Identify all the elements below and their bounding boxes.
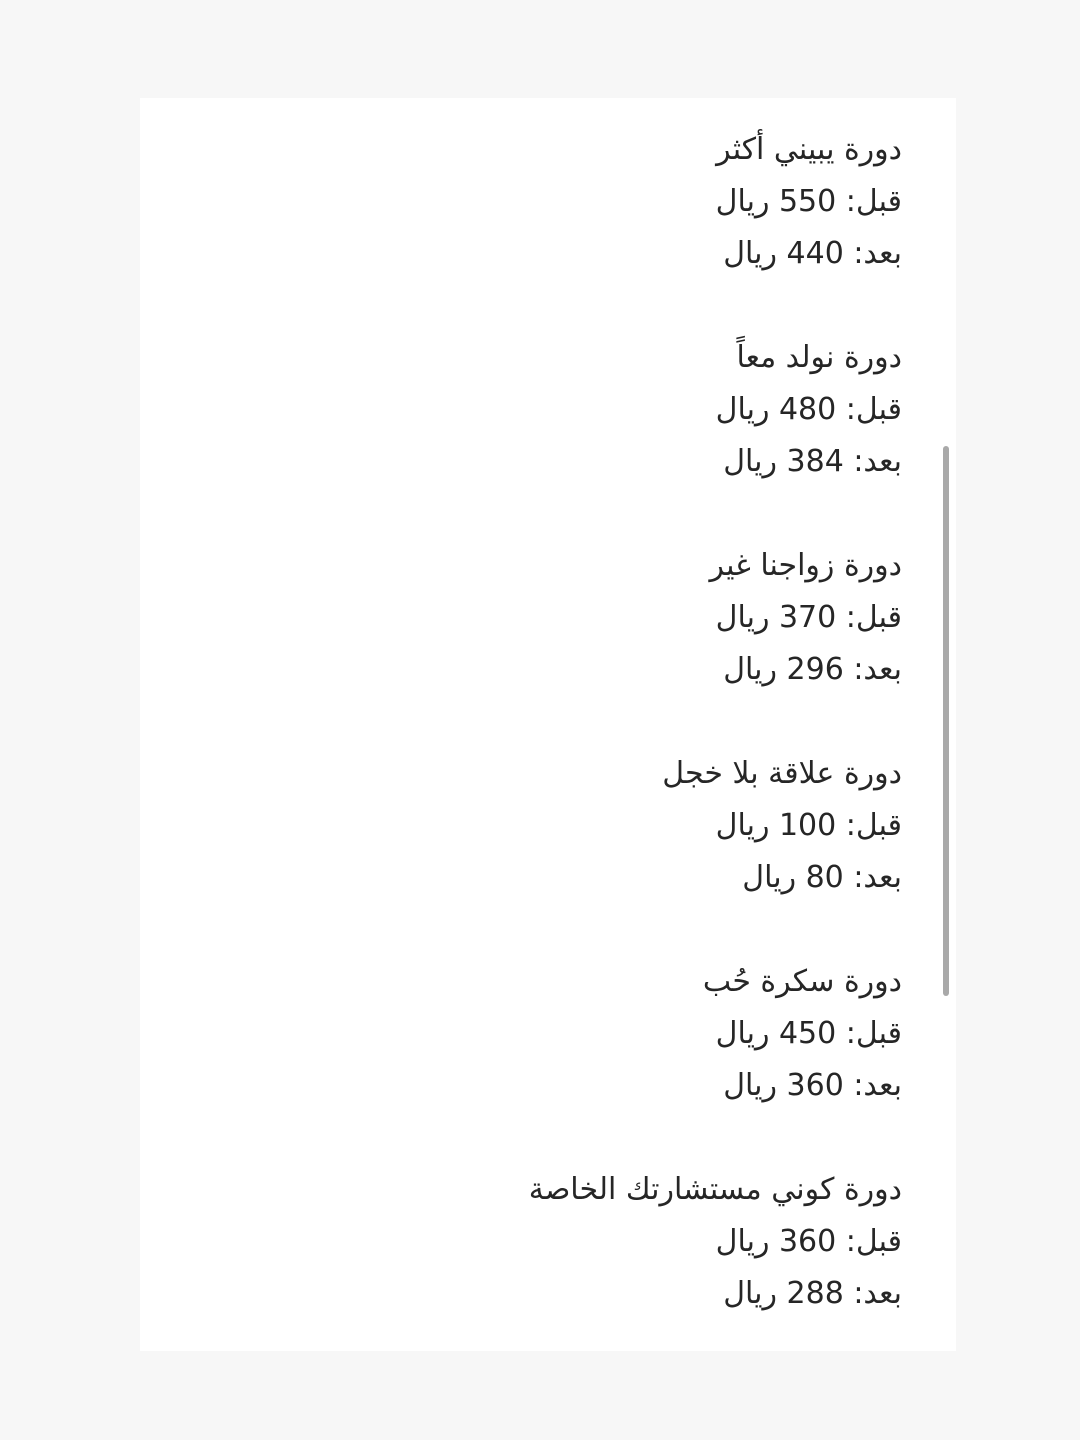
scrollbar-thumb[interactable]	[943, 446, 949, 996]
course-name: دورة يبيني أكثر	[716, 132, 902, 167]
course-item-6	[529, 1164, 902, 1320]
course-price-list	[529, 124, 902, 1320]
price-after: بعد: 440 ريال	[723, 236, 902, 271]
course-name: دورة زواجنا غير	[709, 548, 902, 583]
price-before: قبل: 550 ريال	[715, 184, 902, 219]
course-item-3	[529, 540, 902, 696]
course-name: دورة سكرة حُب	[702, 964, 902, 999]
price-after: بعد: 80 ريال	[742, 860, 902, 895]
course-name: دورة نولد معاً	[736, 340, 902, 375]
course-item-2	[529, 332, 902, 488]
course-item-5	[529, 956, 902, 1112]
vertical-scrollbar[interactable]	[943, 446, 949, 996]
price-after: بعد: 288 ريال	[723, 1276, 902, 1311]
price-before: قبل: 450 ريال	[715, 1016, 902, 1051]
price-before: قبل: 360 ريال	[715, 1224, 902, 1259]
price-after: بعد: 384 ريال	[723, 444, 902, 479]
course-name: دورة كوني مستشارتك الخاصة	[528, 1172, 902, 1207]
course-item-1	[529, 124, 902, 280]
price-after: بعد: 296 ريال	[723, 652, 902, 687]
price-before: قبل: 370 ريال	[715, 600, 902, 635]
price-before: قبل: 100 ريال	[715, 808, 902, 843]
price-before: قبل: 480 ريال	[715, 392, 902, 427]
price-after: بعد: 360 ريال	[723, 1068, 902, 1103]
course-name: دورة علاقة بلا خجل	[662, 756, 902, 791]
course-item-4	[529, 748, 902, 904]
